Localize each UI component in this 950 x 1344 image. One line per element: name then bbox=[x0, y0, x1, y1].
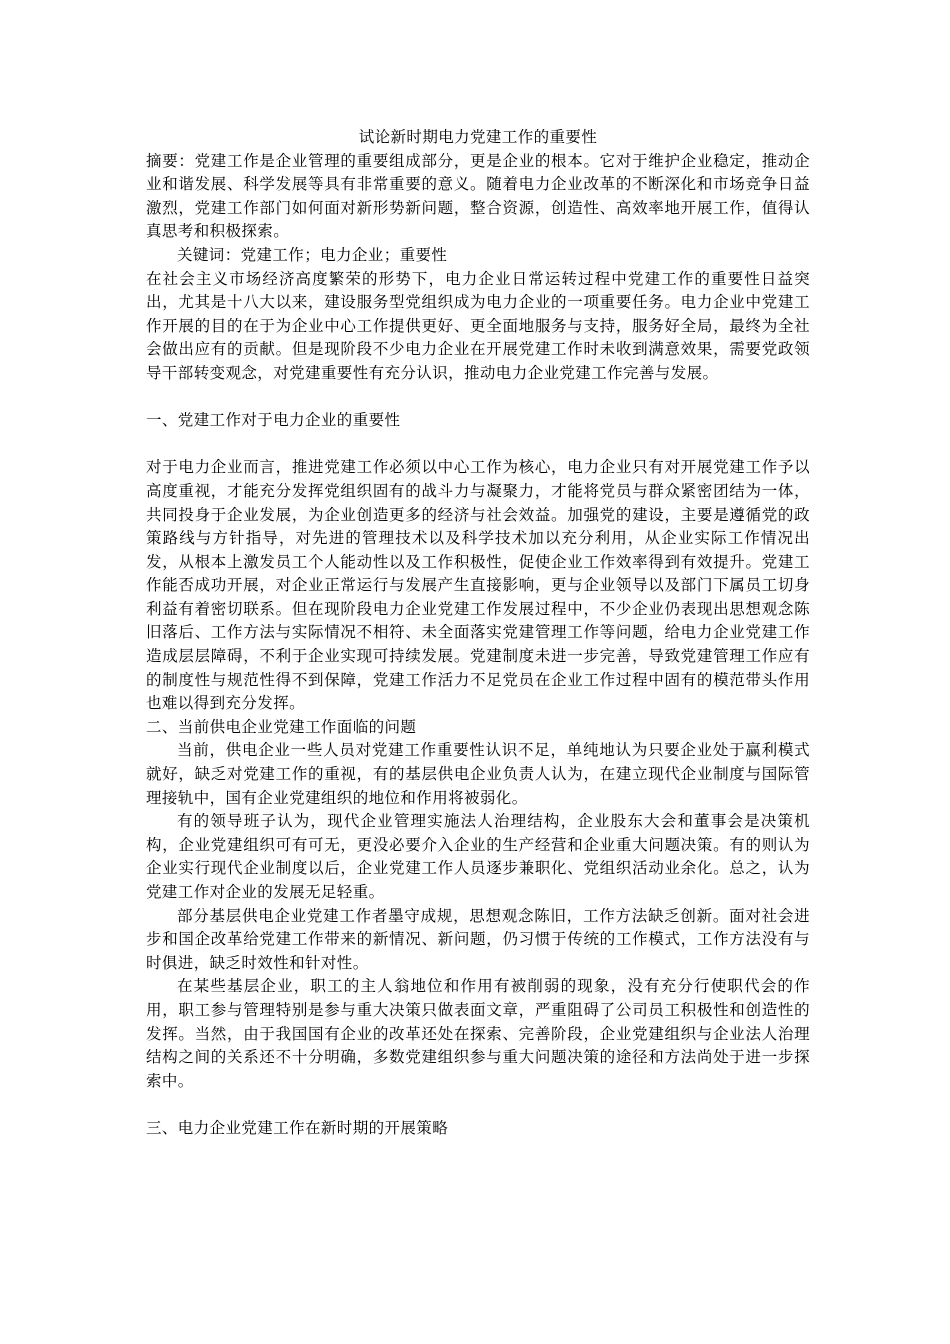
section-2-paragraph-3: 部分基层供电企业党建工作者墨守成规，思想观念陈旧，工作方法缺乏创新。面对社会进步和国企改革给党建工作带来的新情况、新问题，仍习惯于传统的工作模式，工作方法没有与时俱进，缺乏时效性和针对性。 bbox=[146, 906, 810, 972]
section-1-heading: 一、党建工作对于电力企业的重要性 bbox=[146, 411, 401, 430]
keywords-line: 关键词：党建工作；电力企业；重要性 bbox=[177, 245, 448, 264]
section-1-body: 对于电力企业而言，推进党建工作必须以中心工作为核心，电力企业只有对开展党建工作予以高度重视，才能充分发挥党组织固有的战斗力与凝聚力，才能将党员与群众紧密团结为一体，共同投身于企业发展，为企业创造更多的经济与社会效益。加强党的建设，主要是遵循党的政策路线与方针指导，对先进的管理技术以及科学技术加以充分利用，从企业实际工作情况出发，从根本上激发员工个人能动性以及工作积极性，促使企业工作效率得到有效提升。党建工作能否成功开展，对企业正常运行与发展产生直接影响，更与企业领导以及部门下属员工切身利益有着密切联系。但在现阶段电力企业党建工作发展过程中，不少企业仍表现出思想观念陈旧落后、工作方法与实际情况不相符、未全面落实党建管理工作等问题，给电力企业党建工作造成层层障碍，不利于企业实现可持续发展。党建制度未进一步完善，导致党建管理工作应有的制度性与规范性得不到保障，党建工作活力不足党员在企业工作过程中固有的模范带头作用也难以得到充分发挥。 bbox=[146, 458, 810, 713]
document-title: 试论新时期电力党建工作的重要性 bbox=[358, 128, 598, 146]
intro-paragraph: 在社会主义市场经济高度繁荣的形势下，电力企业日常运转过程中党建工作的重要性日益突出，尤其是十八大以来，建设服务型党组织成为电力企业的一项重要任务。电力企业中党建工作开展的目的在于为企业中心工作提供更好、更全面地服务与支持，服务好全局，最终为全社会做出应有的贡献。但是现阶段不少电力企业在开展党建工作时未收到满意效果，需要党政领导干部转变观念，对党建重要性有充分认识，推动电力企业党建工作完善与发展。 bbox=[146, 269, 810, 382]
section-2-paragraph-4: 在某些基层企业，职工的主人翁地位和作用有被削弱的现象，没有充分行使职代会的作用，职工参与管理特别是参与重大决策只做表面文章，严重阻碍了公司员工积极性和创造性的发挥。当然，由于我国国有企业的改革还处在探索、完善阶段，企业党建组织与企业法人治理结构之间的关系还不十分明确，多数党建组织参与重大问题决策的途径和方法尚处于进一步探索中。 bbox=[146, 977, 810, 1090]
section-2-paragraph-1: 当前，供电企业一些人员对党建工作重要性认识不足，单纯地认为只要企业处于赢利模式就好，缺乏对党建工作的重视，有的基层供电企业负责人认为，在建立现代企业制度与国际管理接轨中，国有企业党建组织的地位和作用将被弱化。 bbox=[146, 741, 810, 807]
section-3-heading: 三、电力企业党建工作在新时期的开展策略 bbox=[146, 1118, 449, 1137]
section-2-paragraph-2: 有的领导班子认为，现代企业管理实施法人治理结构，企业股东大会和董事会是决策机构，企业党建组织可有可无，更没必要介入企业的生产经营和企业重大问题决策。有的则认为企业实行现代企业制度以后，企业党建工作人员逐步兼职化、党组织活动业余化。总之，认为党建工作对企业的发展无足轻重。 bbox=[146, 812, 810, 901]
abstract-paragraph: 摘要：党建工作是企业管理的重要组成部分，更是企业的根本。它对于维护企业稳定，推动企业和谐发展、科学发展等具有非常重要的意义。随着电力企业改革的不断深化和市场竞争日益激烈，党建工作部门如何面对新形势新问题，整合资源，创造性、高效率地开展工作，值得认真思考和积极探索。 bbox=[146, 151, 810, 241]
document-page bbox=[146, 126, 810, 1141]
section-2-heading: 二、当前供电企业党建工作面临的问题 bbox=[146, 717, 417, 736]
